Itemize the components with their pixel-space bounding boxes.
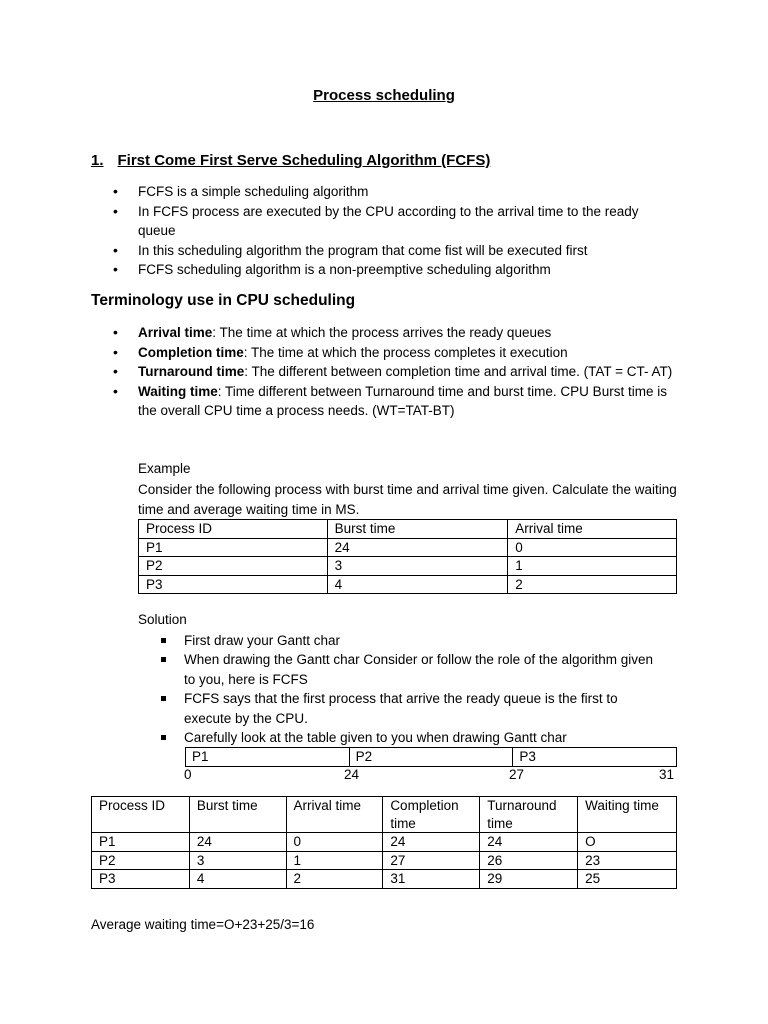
cell: 24	[480, 833, 578, 852]
cell: 26	[480, 851, 578, 870]
header-cell: Arrival time	[286, 797, 383, 833]
cell: 1	[286, 851, 383, 870]
term: Arrival time	[138, 325, 213, 340]
gantt-tick: 31	[659, 767, 675, 782]
gantt-block: P1	[186, 748, 350, 767]
table-row	[92, 851, 677, 870]
gantt-block: P3	[513, 748, 677, 767]
section-number: 1.	[91, 152, 104, 169]
cell: 24	[189, 833, 286, 852]
list-item: FCFS says that the first process that arrive the ready queue is the first to execute by the CPU.	[158, 689, 658, 728]
header-cell: Arrival time	[508, 520, 677, 539]
header-cell: Burst time	[189, 797, 286, 833]
cell: P1	[92, 833, 190, 852]
list-item: • In this scheduling algorithm the program that come fist will be executed first	[113, 241, 673, 261]
term: Turnaround time	[138, 364, 245, 380]
header-cell: Completion time	[383, 797, 480, 833]
list-item: First draw your Gantt char	[158, 631, 658, 650]
cell: 25	[578, 870, 677, 889]
cell: 31	[383, 870, 480, 889]
terminology-list	[113, 323, 673, 421]
gantt-block: P2	[349, 748, 513, 767]
section-title: First Come First Serve Scheduling Algorithm (FCFS)	[117, 152, 491, 169]
average-waiting-time: Average waiting time=O+23+25/3=16	[91, 917, 315, 932]
cell: P2	[92, 851, 190, 870]
header-cell: Waiting time	[578, 797, 677, 833]
cell: 29	[480, 870, 578, 889]
cell: 2	[286, 870, 383, 889]
cell: 27	[383, 851, 480, 870]
list-item: • FCFS is a simple scheduling algorithm	[113, 182, 673, 202]
terminology-heading: Terminology use in CPU scheduling	[91, 292, 356, 309]
cell: 3	[189, 851, 286, 870]
definition: : The different between completion time and arrival time. (TAT = CT- AT)	[244, 364, 673, 380]
cell: 23	[578, 851, 677, 870]
cell: O	[578, 833, 677, 852]
fcfs-bullet-list	[113, 182, 673, 280]
gantt-tick: 24	[344, 767, 360, 782]
header-cell: Process ID	[139, 520, 328, 539]
input-table	[138, 519, 677, 594]
list-item: Carefully look at the table given to you when drawing Gantt char	[158, 728, 658, 747]
table-row	[139, 557, 677, 576]
table-row	[92, 833, 677, 852]
list-item: • In FCFS process are executed by the CPU according to the arrival time to the ready queue	[113, 202, 673, 241]
cell: 3	[327, 557, 508, 576]
list-item	[113, 343, 673, 363]
definition: : Time different between Turnaround time and burst time. CPU Burst time is the overall CPU time a process needs. (WT=TAT-BT)	[138, 383, 667, 419]
table-header-row	[92, 797, 677, 833]
list-item	[113, 362, 673, 382]
list-item: When drawing the Gantt char Consider or follow the role of the algorithm given to you, here is FCFS	[158, 650, 658, 689]
cell: 24	[383, 833, 480, 852]
cell: P1	[139, 538, 328, 557]
term: Completion time	[138, 344, 244, 360]
cell: P3	[139, 575, 328, 594]
definition: : The time at which the process arrives the ready queues	[212, 325, 552, 340]
table-header-row	[139, 520, 677, 539]
table-row	[139, 575, 677, 594]
solution-steps	[158, 631, 658, 747]
section-heading	[91, 152, 490, 169]
cell: P3	[92, 870, 190, 889]
header-cell: Process ID	[92, 797, 190, 833]
header-cell: Burst time	[327, 520, 508, 539]
cell: 24	[327, 538, 508, 557]
cell: 4	[327, 575, 508, 594]
cell: 0	[508, 538, 677, 557]
page-title: Process scheduling	[313, 87, 455, 104]
gantt-row	[186, 748, 677, 767]
cell: P2	[139, 557, 328, 576]
result-table	[91, 796, 677, 889]
gantt-tick: 0	[184, 767, 192, 782]
list-item	[113, 323, 673, 343]
gantt-chart	[185, 747, 677, 767]
example-label: Example	[138, 461, 191, 476]
header-cell: Turnaround time	[480, 797, 578, 833]
solution-label: Solution	[138, 612, 187, 627]
cell: 4	[189, 870, 286, 889]
table-row	[92, 870, 677, 889]
definition: : The time at which the process completes it execution	[243, 344, 568, 360]
term: Waiting time	[138, 383, 218, 399]
list-item: • FCFS scheduling algorithm is a non-preemptive scheduling algorithm	[113, 260, 673, 280]
cell: 1	[508, 557, 677, 576]
list-item	[113, 382, 673, 421]
example-text: Consider the following process with burst time and arrival time given. Calculate the waiting time and average waiting time in MS.	[138, 482, 677, 517]
cell: 0	[286, 833, 383, 852]
cell: 2	[508, 575, 677, 594]
table-row	[139, 538, 677, 557]
gantt-tick: 27	[509, 767, 525, 782]
